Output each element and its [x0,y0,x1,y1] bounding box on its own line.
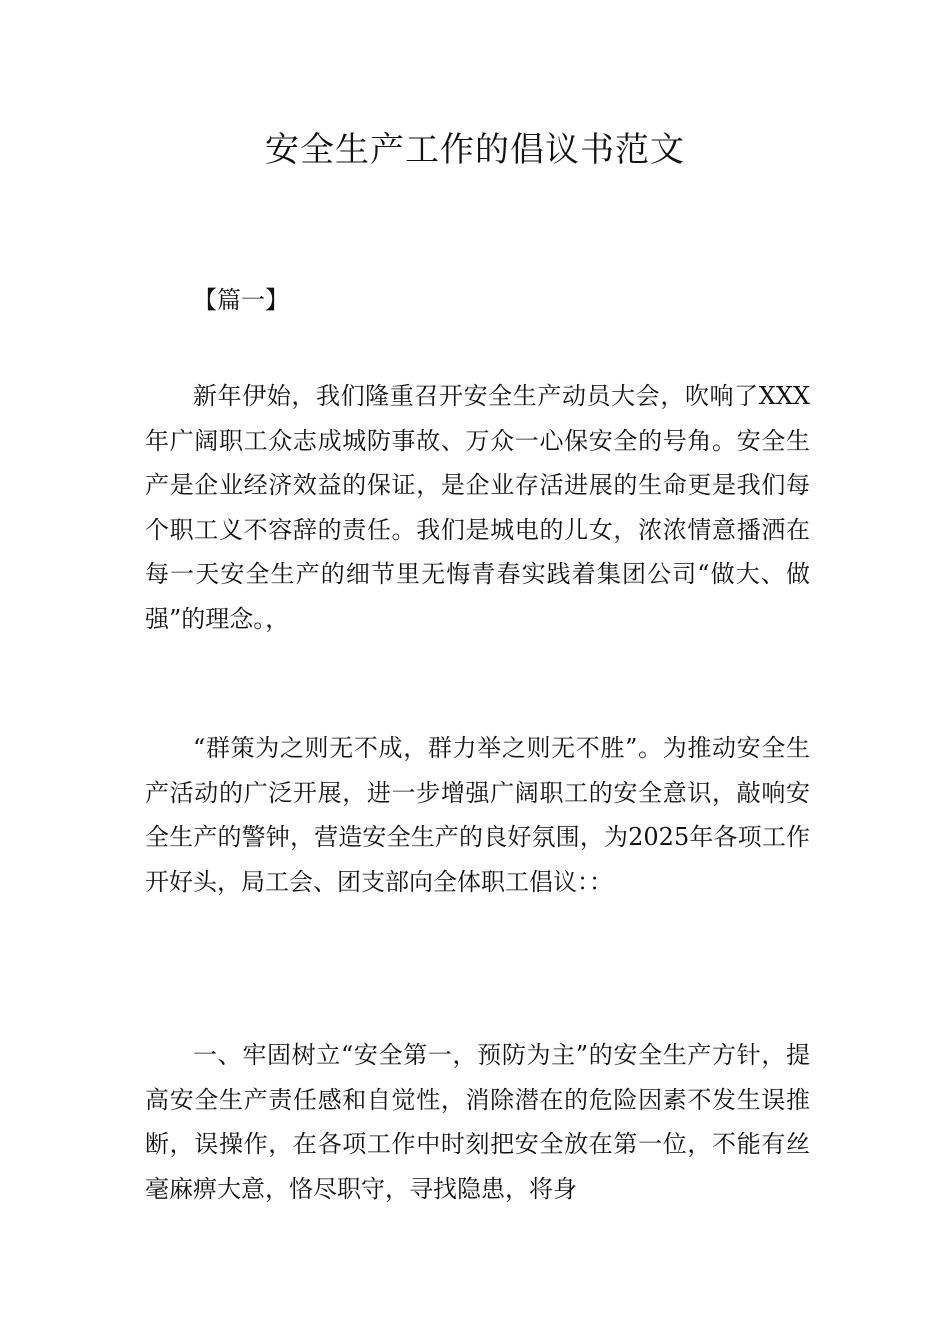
paragraph-3: 一、牢固树立“安全第一，预防为主”的安全生产方针，提高安全生产责任感和自觉性，消除潜在的危险因素不发生误推断，误操作，在各项工作中时刻把安全放在第一位，不能有丝毫麻痹大意，恪尽职守，寻找隐患，将身 [145,1041,810,1203]
paragraph-1: 新年伊始，我们隆重召开安全生产动员大会，吹响了XXX年广阔职工众志成城防事故、万众一心保安全的号角。安全生产是企业经济效益的保证，是企业存活进展的生命更是我们每个职工义不容辞的责任。我们是城电的儿女，浓浓情意播洒在每一天安全生产的细节里无悔青春实践着集团公司“做大、做强”的理念。， [145,382,810,633]
paragraph-2: “群策为之则无不成，群力举之则无不胜”。为推动安全生产活动的广泛开展，进一步增强广阔职工的安全意识，敲响安全生产的警钟，营造安全生产的良好氛围，为2025年各项工作开好头，局工会、团支部向全体职工倡议：： [145,734,810,896]
section-label: 【篇一】 [193,286,289,314]
document-title: 安全生产工作的倡议书范文 [265,130,685,170]
